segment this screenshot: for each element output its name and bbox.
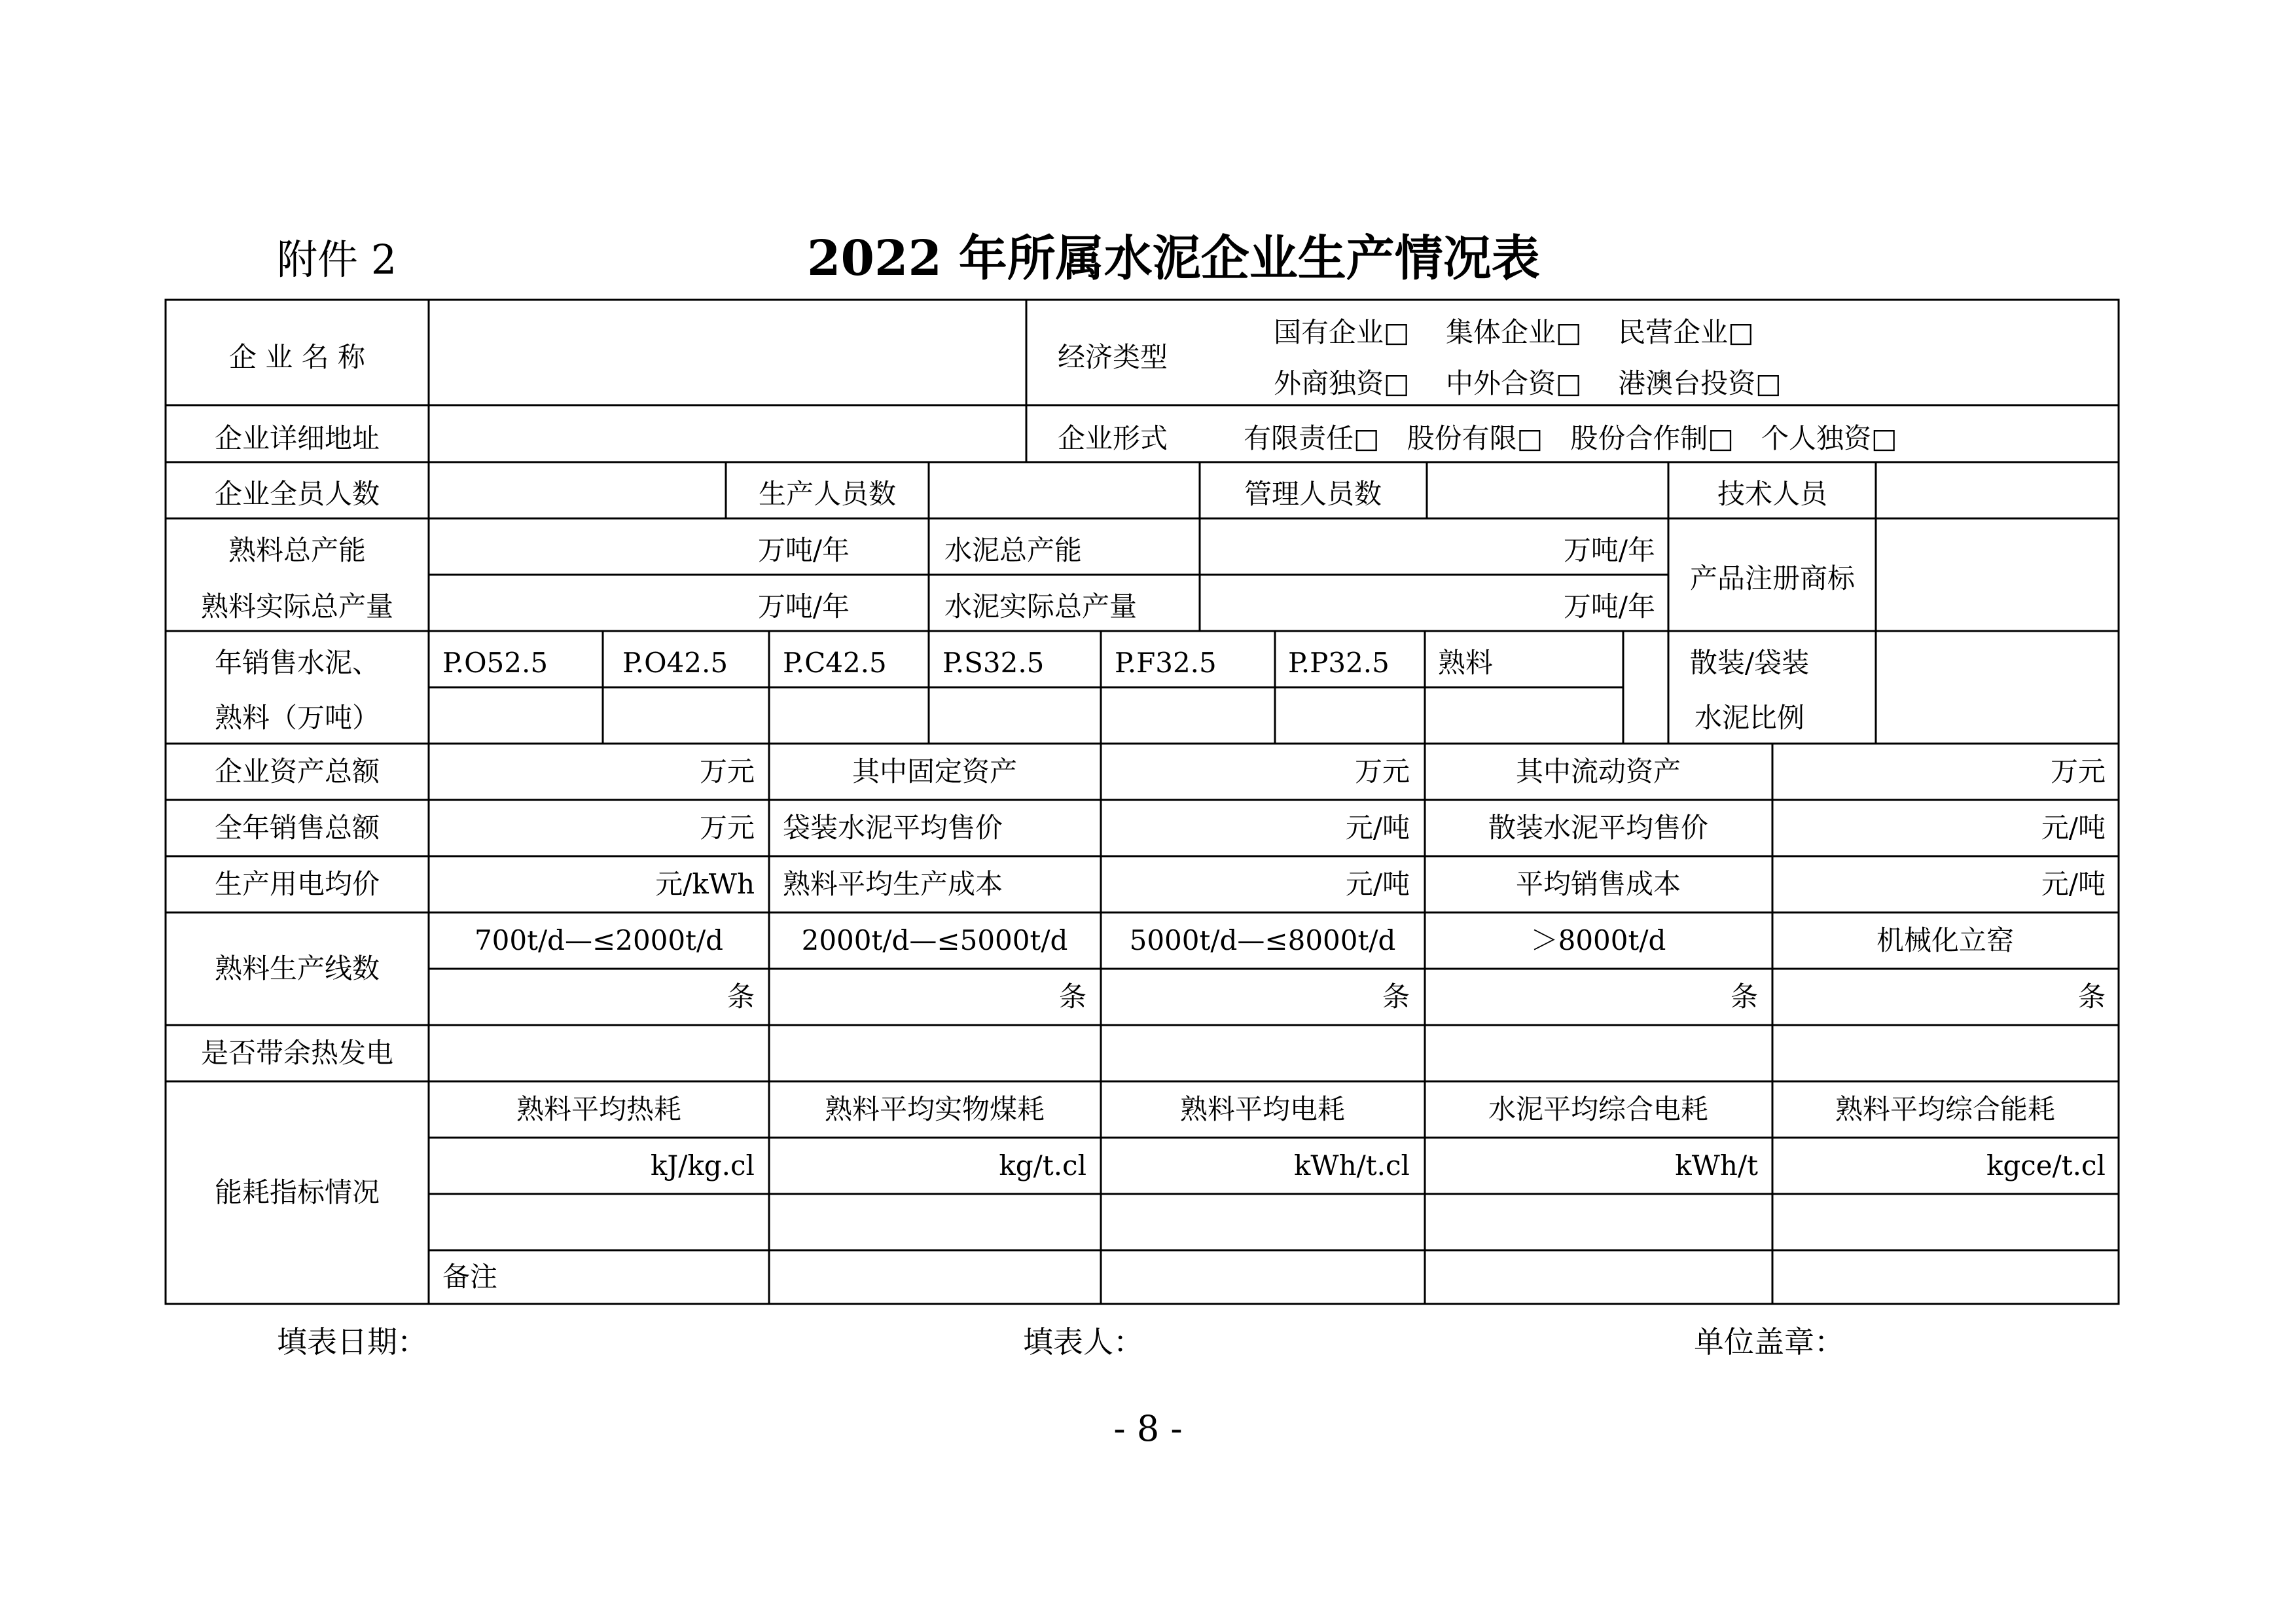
- avg-sales-cost-unit: 元/吨: [2041, 868, 2106, 900]
- bulk-bag-ratio-label-line1: 散装/袋装: [1689, 647, 1810, 679]
- energy-indicators-label: 能耗指标情况: [214, 1176, 380, 1208]
- clinker-capacity-unit: 万吨/年: [757, 534, 850, 566]
- grade-pf325: P.F32.5: [1115, 647, 1217, 679]
- waste-heat-power-label: 是否带余热发电: [200, 1037, 394, 1069]
- line-count-unit-5: 条: [2077, 981, 2106, 1013]
- total-staff-label: 企业全员人数: [214, 478, 380, 510]
- fill-date-label: 填表日期：: [277, 1324, 427, 1360]
- grade-pc425: P.C42.5: [783, 647, 887, 679]
- fixed-assets-label: 其中固定资产: [852, 755, 1018, 787]
- line-count-unit-4: 条: [1730, 981, 1758, 1013]
- total-sales-label: 全年销售总额: [214, 812, 380, 844]
- bulk-bag-ratio-label-line2: 水泥比例: [1694, 702, 1805, 734]
- line-count-unit-2: 条: [1058, 981, 1086, 1013]
- annual-sales-label-line2: 熟料（万吨）: [214, 702, 380, 734]
- total-sales-unit: 万元: [699, 812, 755, 844]
- company-name-label: 企 业 名 称: [228, 341, 366, 373]
- clinker-output-unit: 万吨/年: [757, 590, 850, 623]
- cement-power-consumption-label: 水泥平均综合电耗: [1488, 1093, 1709, 1125]
- clinker-power-unit: kWh/t.cl: [1293, 1149, 1410, 1182]
- bagged-cement-price-label: 袋装水泥平均售价: [783, 812, 1003, 844]
- heat-consumption-unit: kJ/kg.cl: [650, 1149, 755, 1182]
- attachment-label: 附件 2: [277, 236, 397, 283]
- capacity-700-2000: 700t/d—≤2000t/d: [474, 924, 724, 956]
- bulk-cement-price-unit: 元/吨: [2041, 812, 2106, 844]
- grade-pp325: P.P32.5: [1288, 647, 1390, 679]
- clinker-cost-label: 熟料平均生产成本: [783, 868, 1003, 900]
- avg-sales-cost-label: 平均销售成本: [1515, 868, 1681, 900]
- current-assets-label: 其中流动资产: [1515, 755, 1681, 787]
- bulk-cement-price-label: 散装水泥平均售价: [1488, 812, 1709, 844]
- economic-type-options-line1[interactable]: 国有企业□ 集体企业□ 民营企业□: [1274, 316, 1754, 348]
- line-count-unit-3: 条: [1382, 981, 1410, 1013]
- company-address-label: 企业详细地址: [214, 422, 380, 454]
- electricity-price-label: 生产用电均价: [214, 868, 380, 900]
- clinker-power-consumption-label: 熟料平均电耗: [1179, 1093, 1346, 1125]
- seal-label: 单位盖章：: [1694, 1324, 1844, 1360]
- capacity-5000-8000: 5000t/d—≤8000t/d: [1129, 924, 1396, 956]
- clinker-coal-consumption-label: 熟料平均实物煤耗: [824, 1093, 1045, 1125]
- page-number: - 8 -: [1113, 1408, 1183, 1449]
- fixed-assets-unit: 万元: [1354, 755, 1410, 787]
- filler-label: 填表人：: [1023, 1324, 1143, 1360]
- clinker-heat-consumption-label: 熟料平均热耗: [516, 1093, 682, 1125]
- clinker-cost-unit: 元/吨: [1345, 868, 1410, 900]
- economic-type-options-line2[interactable]: 外商独资□ 中外合资□ 港澳台投资□: [1274, 367, 1782, 399]
- energy-consumption-unit: kgce/t.cl: [1986, 1149, 2106, 1182]
- capacity-vertical-kiln: 机械化立窑: [1876, 924, 2015, 956]
- cement-output-label: 水泥实际总产量: [944, 590, 1138, 623]
- clinker-capacity-label: 熟料总产能: [228, 534, 367, 566]
- grade-clinker: 熟料: [1438, 647, 1494, 679]
- company-form-label: 企业形式: [1057, 422, 1168, 454]
- clinker-output-label: 熟料实际总产量: [200, 590, 394, 623]
- line-count-unit-1: 条: [726, 981, 755, 1013]
- cement-output-unit: 万吨/年: [1563, 590, 1655, 623]
- electricity-price-unit: 元/kWh: [655, 868, 755, 900]
- trademark-label: 产品注册商标: [1689, 562, 1856, 594]
- remark-label: 备注: [442, 1261, 498, 1293]
- grade-po425: P.O42.5: [622, 647, 728, 679]
- technical-staff-label: 技术人员: [1717, 478, 1828, 510]
- company-form-options[interactable]: 有限责任□ 股份有限□ 股份合作制□ 个人独资□: [1244, 422, 1897, 454]
- coal-consumption-unit: kg/t.cl: [999, 1149, 1086, 1182]
- capacity-over-8000: ＞8000t/d: [1530, 924, 1666, 956]
- total-assets-label: 企业资产总额: [214, 755, 380, 787]
- cement-capacity-unit: 万吨/年: [1563, 534, 1655, 566]
- cement-power-unit: kWh/t: [1675, 1149, 1758, 1182]
- grade-po525: P.O52.5: [442, 647, 548, 679]
- grade-ps325: P.S32.5: [942, 647, 1045, 679]
- current-assets-unit: 万元: [2050, 755, 2106, 787]
- management-staff-label: 管理人员数: [1244, 478, 1382, 510]
- production-staff-label: 生产人员数: [758, 478, 897, 510]
- economic-type-label: 经济类型: [1057, 341, 1168, 373]
- cement-capacity-label: 水泥总产能: [944, 534, 1083, 566]
- capacity-2000-5000: 2000t/d—≤5000t/d: [801, 924, 1068, 956]
- production-lines-label: 熟料生产线数: [214, 952, 380, 984]
- total-assets-unit: 万元: [699, 755, 755, 787]
- form-title: 2022 年所属水泥企业生产情况表: [807, 230, 1540, 287]
- annual-sales-label-line1: 年销售水泥、: [214, 647, 380, 679]
- clinker-energy-consumption-label: 熟料平均综合能耗: [1835, 1093, 2056, 1125]
- bagged-cement-price-unit: 元/吨: [1345, 812, 1410, 844]
